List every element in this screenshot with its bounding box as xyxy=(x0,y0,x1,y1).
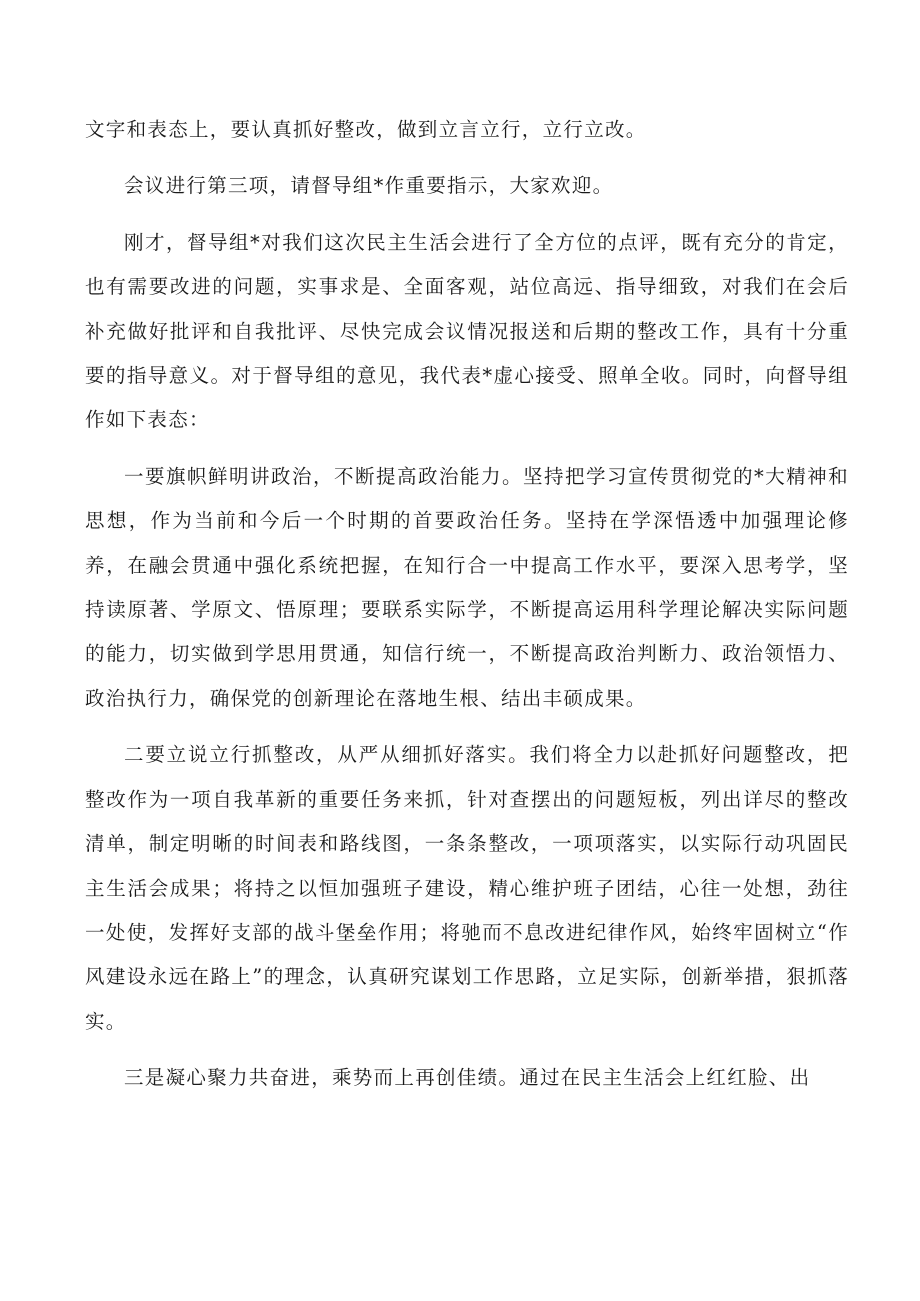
document-body xyxy=(85,108,849,1101)
paragraph-agenda-item-three: 会议进行第三项，请督导组*作重要指示，大家欢迎。 xyxy=(124,174,614,198)
paragraph-continued: 文字和表态上，要认真抓好整改，做到立言立行，立行立改。 xyxy=(85,118,647,141)
paragraph-response-to-supervision: 刚才，督导组*对我们这次民主生活会进行了全方位的点评，既有充分的肯定，也有需要改进的问题，实事求是、全面客观，站位高远、指导细致，对我们在会后补充做好批评和自我批评、尽快完成会议情况报送和后期的整改工作，具有十分重要的指导意义。对于督导组的意见，我代表*虚心接受、照单全收。同时，向督导组作如下表态： xyxy=(85,230,849,432)
paragraph-point-one-politics: 一要旗帜鲜明讲政治，不断提高政治能力。坚持把学习宣传贯彻党的*大精神和思想，作为当前和今后一个时期的首要政治任务。坚持在学深悟透中加强理论修养，在融会贯通中强化系统把握，在知行合一中提高工作水平，要深入思考学，坚持读原著、学原文、悟原理；要联系实际学，不断提高运用科学理论解决实际问题的能力，切实做到学思用贯通，知信行统一，不断提高政治判断力、政治领悟力、政治执行力，确保党的创新理论在落地生根、结出丰硕成果。 xyxy=(85,464,849,710)
paragraph-point-three-unity: 三是凝心聚力共奋进，乘势而上再创佳绩。通过在民主生活会上红红脸、出 xyxy=(124,1066,811,1090)
paragraph-point-two-rectification: 二要立说立行抓整改，从严从细抓好落实。我们将全力以赴抓好问题整改，把整改作为一项自我革新的重要任务来抓，针对查摆出的问题短板，列出详尽的整改清单，制定明晰的时间表和路线图，一条条整改，一项项落实，以实际行动巩固民主生活会成果；将持之以恒加强班子建设，精心维护班子团结，心往一处想，劲往一处使，发挥好支部的战斗堡垒作用；将驰而不息改进纪律作风，始终牢固树立“作风建设永远在路上”的理念，认真研究谋划工作思路，立足实际，创新举措，狠抓落实。 xyxy=(85,743,849,1033)
